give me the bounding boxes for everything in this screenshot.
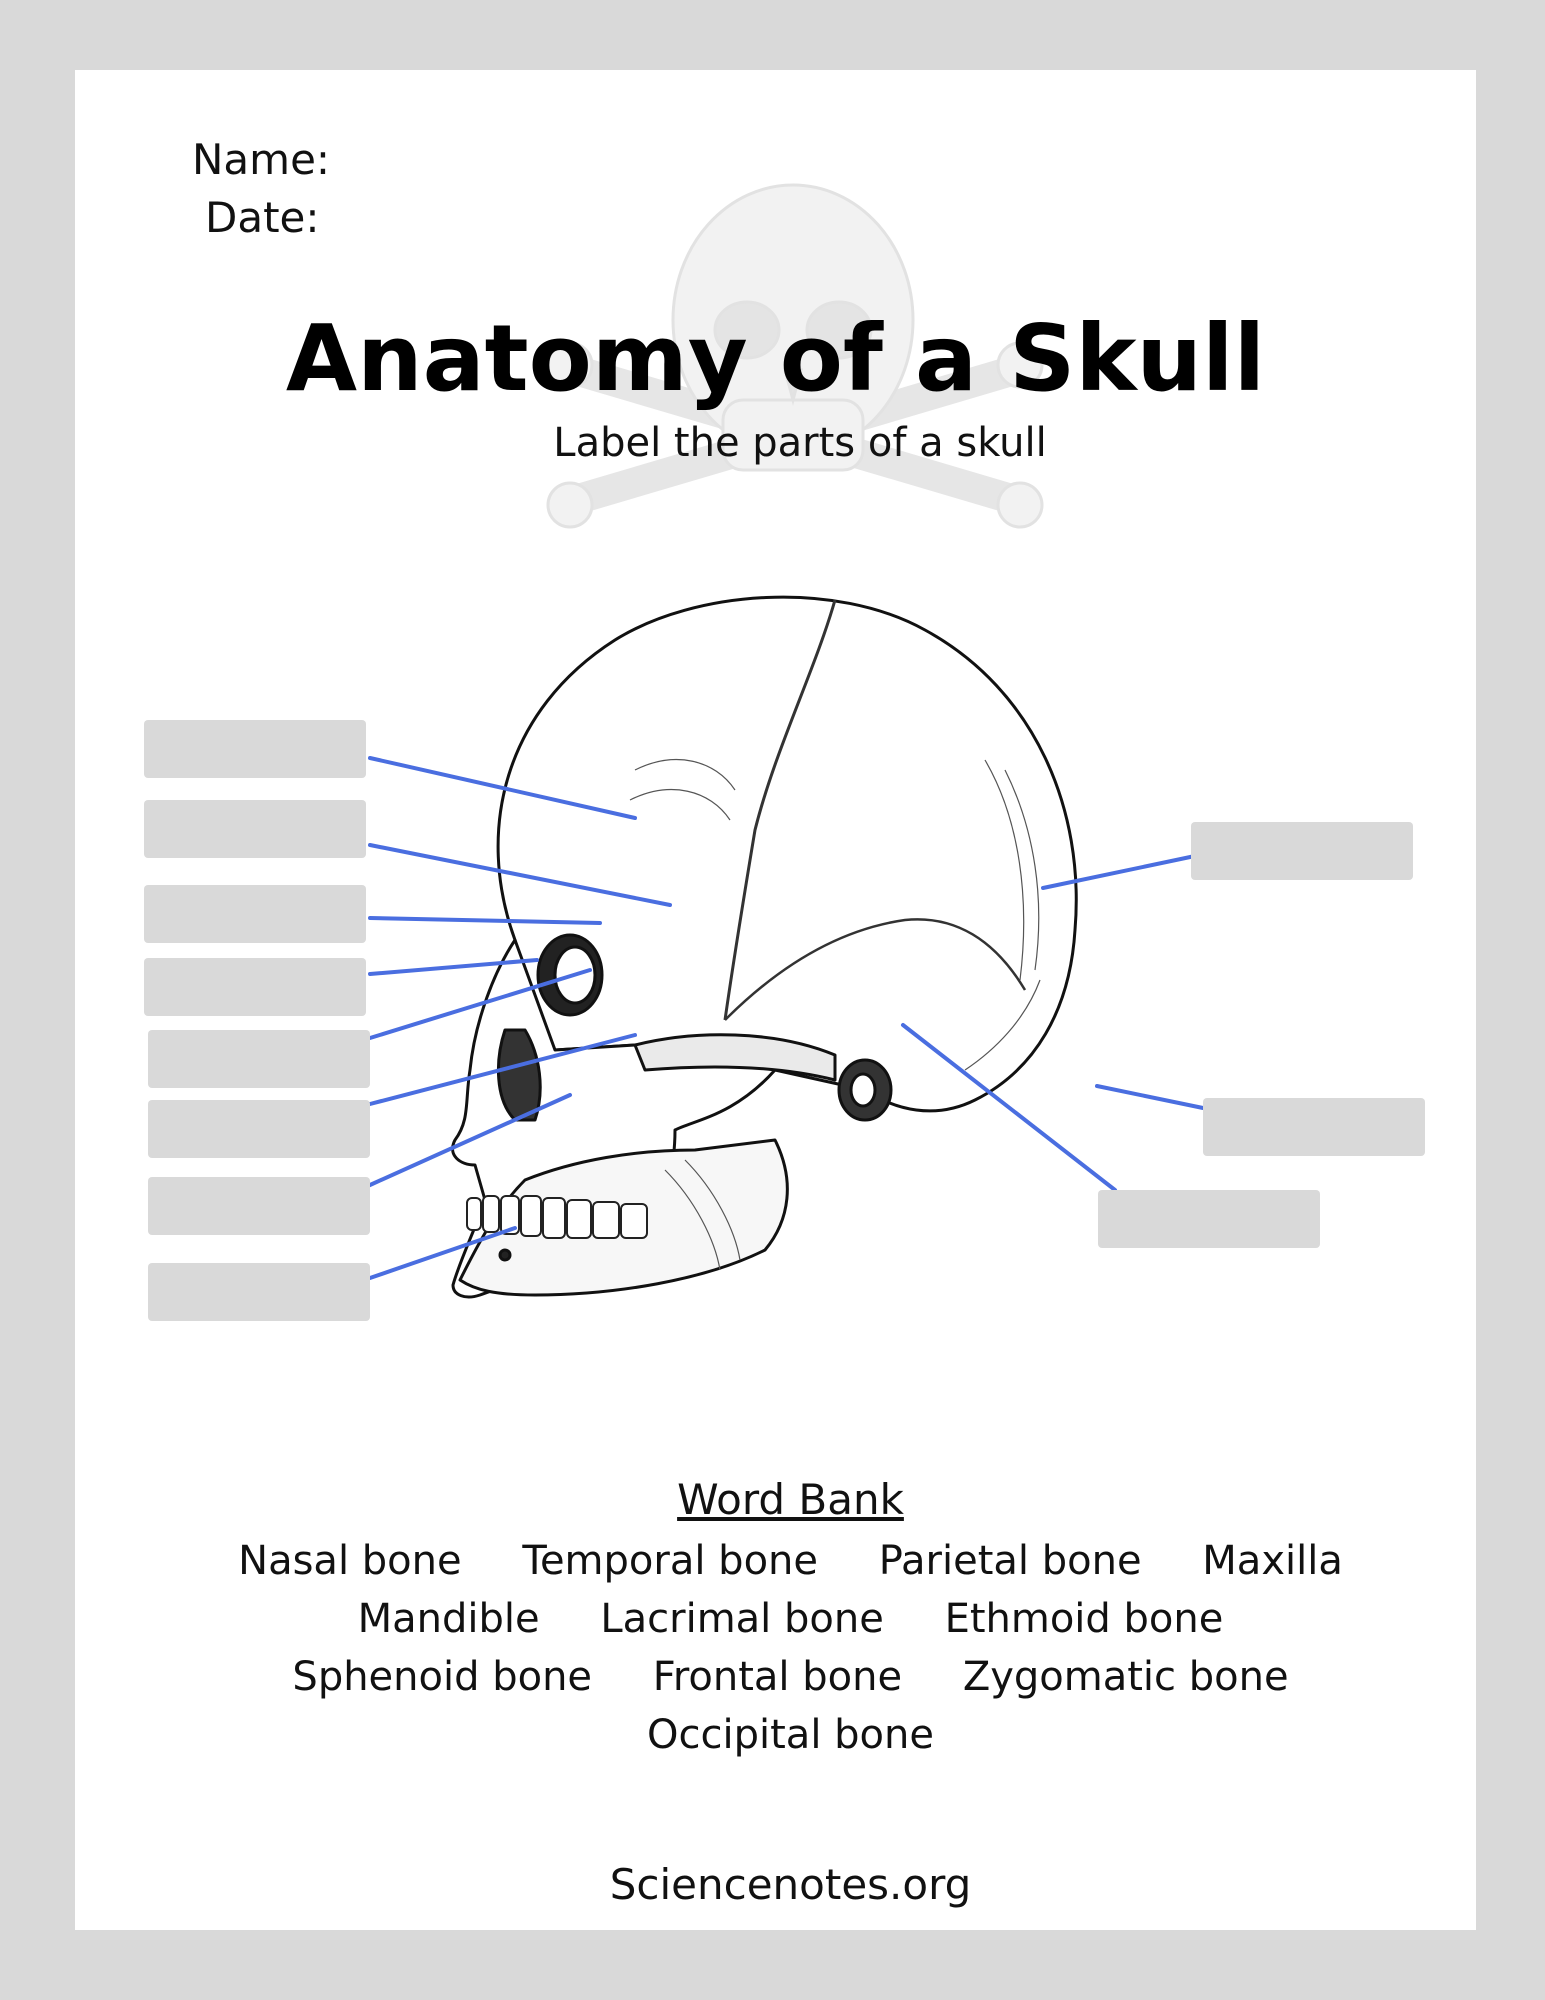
label-box-5[interactable]: [148, 1030, 370, 1088]
label-box-1[interactable]: [144, 720, 366, 778]
label-box-7[interactable]: [148, 1177, 370, 1235]
footer-source: Sciencenotes.org: [609, 1860, 972, 1909]
word-bank-term: Ethmoid bone: [944, 1596, 1224, 1642]
word-bank-term: Maxilla: [1202, 1538, 1343, 1584]
label-box-9[interactable]: [1191, 822, 1413, 880]
label-box-11[interactable]: [1098, 1190, 1320, 1248]
word-bank-list: [200, 1532, 1381, 1764]
label-box-2[interactable]: [144, 800, 366, 858]
page-subtitle: Label the parts of a skull: [553, 420, 1047, 466]
word-bank-term: Frontal bone: [652, 1654, 903, 1700]
word-bank-heading: Word Bank: [677, 1475, 904, 1524]
label-box-8[interactable]: [148, 1263, 370, 1321]
label-box-10[interactable]: [1203, 1098, 1425, 1156]
word-bank-term: Parietal bone: [878, 1538, 1142, 1584]
word-bank-term: Mandible: [357, 1596, 540, 1642]
label-box-4[interactable]: [144, 958, 366, 1016]
worksheet-page: [75, 70, 1476, 1930]
label-box-3[interactable]: [144, 885, 366, 943]
name-label: Name:: [192, 135, 331, 184]
word-bank-term: Zygomatic bone: [962, 1654, 1289, 1700]
word-bank-term: Nasal bone: [238, 1538, 462, 1584]
label-box-6[interactable]: [148, 1100, 370, 1158]
word-bank-term: Sphenoid bone: [292, 1654, 593, 1700]
word-bank-term: Lacrimal bone: [600, 1596, 884, 1642]
word-bank-term: Occipital bone: [647, 1712, 934, 1758]
date-label: Date:: [205, 193, 320, 242]
word-bank-term: Temporal bone: [522, 1538, 818, 1584]
skull-side-view-illustration-icon: [453, 597, 1077, 1297]
page-title: Anatomy of a Skull: [285, 305, 1266, 412]
